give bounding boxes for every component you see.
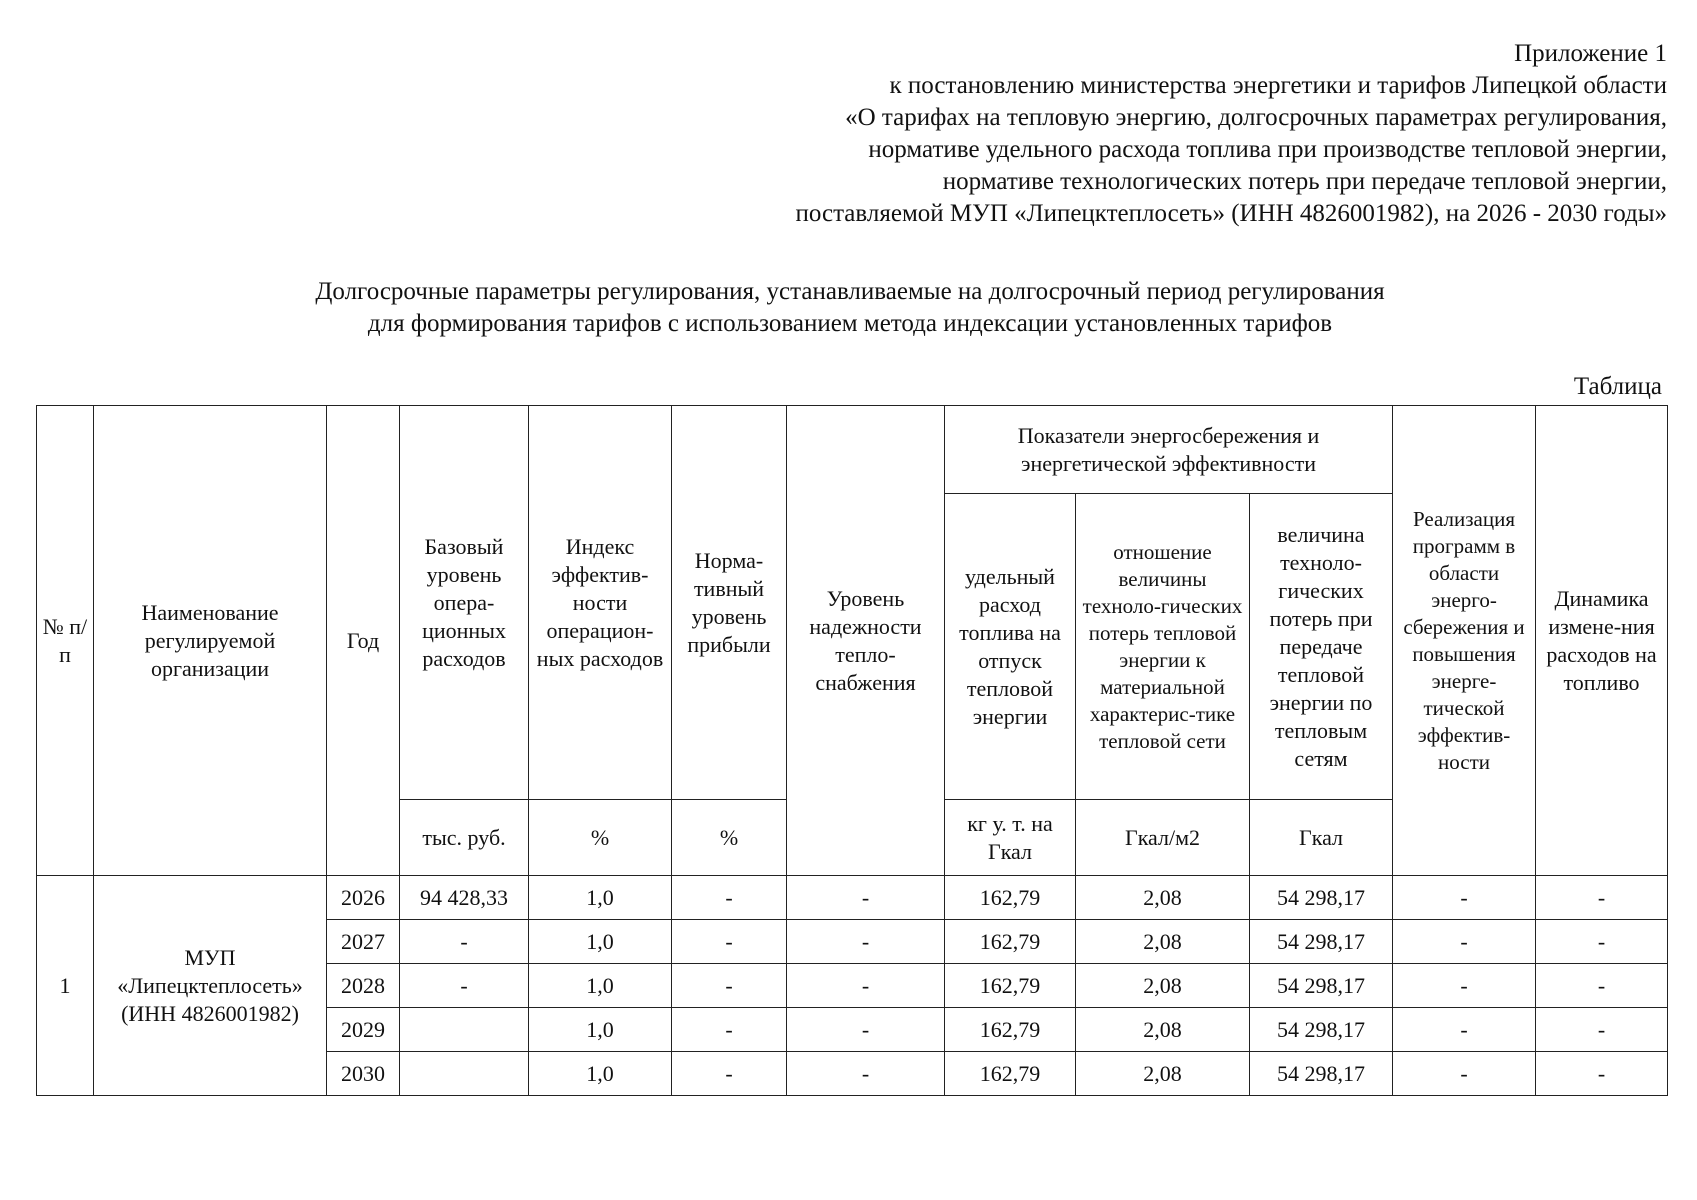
unit-loss-ratio: Гкал/м2 — [1076, 800, 1250, 876]
cell-base-costs — [400, 1052, 529, 1096]
cell-profit: - — [672, 1052, 787, 1096]
heading-line-2: для формирования тарифов с использованием метода индексации установленных тарифов — [367, 310, 1333, 337]
cell-loss-value: 54 298,17 — [1250, 1052, 1393, 1096]
header-fuel-rate: удельный расход топлива на отпуск тепловой энергии — [945, 494, 1076, 800]
cell-year: 2029 — [327, 1008, 400, 1052]
cell-profit: - — [672, 964, 787, 1008]
header-reliability: Уровень надежности тепло-снабжения — [787, 406, 945, 876]
appendix-line: к постановлению министерства энергетики и тарифов Липецкой области — [889, 72, 1667, 99]
cell-profit: - — [672, 1008, 787, 1052]
cell-fuel-dynamics: - — [1536, 1008, 1668, 1052]
cell-profit: - — [672, 920, 787, 964]
cell-efficiency-index: 1,0 — [529, 1052, 672, 1096]
header-year: Год — [327, 406, 400, 876]
appendix-line: поставляемой МУП «Липецктеплосеть» (ИНН 4826001982), на 2026 - 2030 годы» — [795, 200, 1667, 227]
table-caption: Таблица — [1573, 373, 1662, 400]
cell-reliability: - — [787, 1008, 945, 1052]
cell-efficiency-index: 1,0 — [529, 1008, 672, 1052]
cell-base-costs: - — [400, 920, 529, 964]
cell-fuel-rate: 162,79 — [945, 1052, 1076, 1096]
cell-fuel-rate: 162,79 — [945, 876, 1076, 920]
cell-fuel-rate: 162,79 — [945, 964, 1076, 1008]
unit-loss-value: Гкал — [1250, 800, 1393, 876]
cell-fuel-dynamics: - — [1536, 876, 1668, 920]
cell-programs: - — [1393, 876, 1536, 920]
cell-efficiency-index: 1,0 — [529, 964, 672, 1008]
entry-num: 1 — [37, 876, 94, 1096]
appendix-line: «О тарифах на тепловую энергию, долгосрочных параметрах регулирования, — [845, 104, 1667, 131]
cell-fuel-dynamics: - — [1536, 964, 1668, 1008]
appendix-line: нормативе удельного расхода топлива при производстве тепловой энергии, — [868, 136, 1667, 163]
cell-reliability: - — [787, 964, 945, 1008]
entry-organization: МУП «Липецктеплосеть» (ИНН 4826001982) — [94, 876, 327, 1096]
header-num: № п/п — [37, 406, 94, 876]
cell-year: 2030 — [327, 1052, 400, 1096]
header-profit: Норма-тивный уровень прибыли — [672, 406, 787, 800]
cell-fuel-dynamics: - — [1536, 1052, 1668, 1096]
appendix-line: нормативе технологических потерь при передаче тепловой энергии, — [942, 168, 1667, 195]
cell-loss-value: 54 298,17 — [1250, 876, 1393, 920]
cell-reliability: - — [787, 876, 945, 920]
cell-base-costs — [400, 1008, 529, 1052]
cell-loss-value: 54 298,17 — [1250, 920, 1393, 964]
unit-profit: % — [672, 800, 787, 876]
header-energy-group: Показатели энергосбережения и энергетической эффективности — [945, 406, 1393, 494]
cell-programs: - — [1393, 1008, 1536, 1052]
cell-base-costs: 94 428,33 — [400, 876, 529, 920]
parameters-table — [36, 405, 1668, 1096]
header-base-costs: Базовый уровень опера-ционных расходов — [400, 406, 529, 800]
header-programs: Реализация программ в области энерго-сбережения и повышения энерге-тической эффектив-ности — [1393, 406, 1536, 876]
cell-programs: - — [1393, 964, 1536, 1008]
cell-loss-ratio: 2,08 — [1076, 1052, 1250, 1096]
cell-fuel-rate: 162,79 — [945, 1008, 1076, 1052]
document-heading — [70, 276, 1630, 340]
header-efficiency-index: Индекс эффектив-ности операцион-ных расходов — [529, 406, 672, 800]
cell-loss-ratio: 2,08 — [1076, 920, 1250, 964]
cell-year: 2028 — [327, 964, 400, 1008]
unit-base-costs: тыс. руб. — [400, 800, 529, 876]
heading-line-1: Долгосрочные параметры регулирования, устанавливаемые на долгосрочный период регулирования — [315, 278, 1385, 305]
cell-loss-ratio: 2,08 — [1076, 1008, 1250, 1052]
cell-year: 2027 — [327, 920, 400, 964]
cell-programs: - — [1393, 920, 1536, 964]
appendix-block — [795, 38, 1667, 230]
cell-efficiency-index: 1,0 — [529, 920, 672, 964]
header-loss-ratio: отношение величины техноло-гических потерь тепловой энергии к материальной характерис-тике тепловой сети — [1076, 494, 1250, 800]
cell-loss-ratio: 2,08 — [1076, 964, 1250, 1008]
unit-efficiency-index: % — [529, 800, 672, 876]
cell-fuel-dynamics: - — [1536, 920, 1668, 964]
header-fuel-dynamics: Динамика измене-ния расходов на топливо — [1536, 406, 1668, 876]
cell-programs: - — [1393, 1052, 1536, 1096]
unit-fuel-rate: кг у. т. на Гкал — [945, 800, 1076, 876]
cell-loss-value: 54 298,17 — [1250, 1008, 1393, 1052]
cell-year: 2026 — [327, 876, 400, 920]
cell-loss-value: 54 298,17 — [1250, 964, 1393, 1008]
cell-efficiency-index: 1,0 — [529, 876, 672, 920]
cell-reliability: - — [787, 1052, 945, 1096]
cell-reliability: - — [787, 920, 945, 964]
cell-profit: - — [672, 876, 787, 920]
cell-fuel-rate: 162,79 — [945, 920, 1076, 964]
cell-loss-ratio: 2,08 — [1076, 876, 1250, 920]
table-row — [37, 876, 1668, 920]
header-loss-value: величина техноло-гических потерь при передаче тепловой энергии по тепловым сетям — [1250, 494, 1393, 800]
cell-base-costs: - — [400, 964, 529, 1008]
appendix-line: Приложение 1 — [1514, 40, 1667, 67]
header-organization: Наименование регулируемой организации — [94, 406, 327, 876]
